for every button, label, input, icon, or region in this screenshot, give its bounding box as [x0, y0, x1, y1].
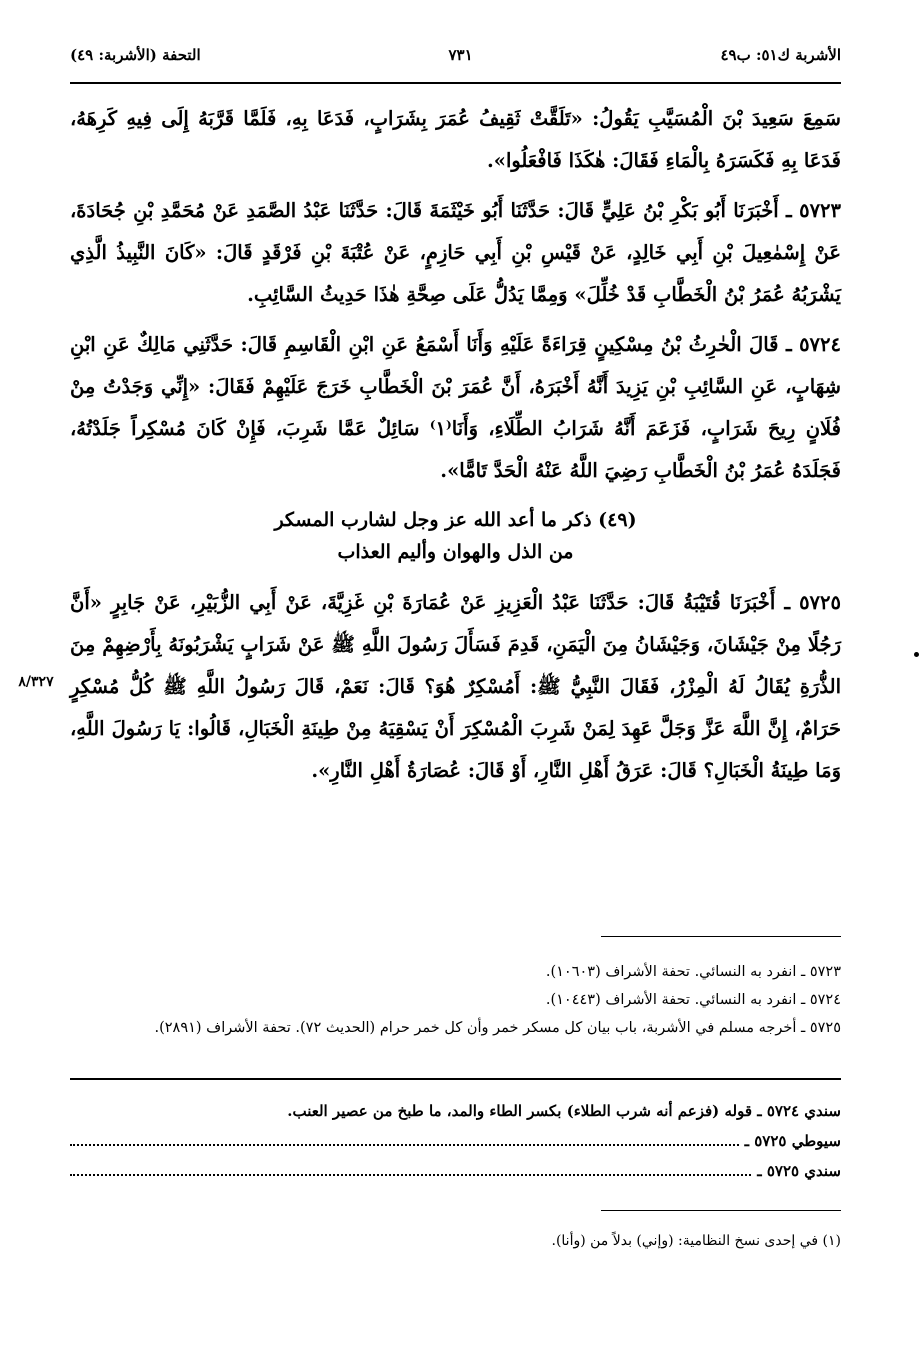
takhrij-notes: [70, 958, 841, 1042]
hadith-text: أَخْبَرَنَا أَبُو بَكْرِ بْنُ عَلِيٍّ قَالَ: حَدَّثَنَا أَبُو خَيْثَمَةَ قَالَ: حَدَّثَنَا عَبْدُ الصَّمَدِ عَنْ مُحَمَّدِ بْنِ جُحَادَةَ، عَنْ إِسْمٰعِيلَ بْنِ أَبِي خَالِدٍ، عَنْ قَيْسِ بْنِ أَبِي حَازِمٍ، عَنْ عُتْبَةَ بْنِ فَرْقَدٍ قَالَ: «كَانَ النَّبِيذُ الَّذِي يَشْرَبُهُ عُمَرُ بْنُ الْخَطَّابِ قَدْ خُلِّلَ» وَمِمَّا يَدُلُّ عَلَى صِحَّةِ هٰذَا حَدِيثُ السَّائِبِ.: [70, 199, 841, 306]
chapter-heading-line2: من الذل والهوان وأليم العذاب: [337, 541, 574, 563]
commentary-label: سندي ٥٧٢٥ ـ: [757, 1162, 841, 1180]
hadith-5723: [70, 190, 841, 316]
commentary-suyuti-5725: [70, 1126, 841, 1156]
margin-reference: ٨/٣٢٧: [18, 674, 54, 690]
commentary-separator: [70, 1078, 841, 1080]
note-5723: ٥٧٢٣ ـ انفرد به النسائي. تحفة الأشراف (١٠٦٠٣).: [545, 964, 841, 980]
footnote-separator: [601, 1210, 841, 1211]
chapter-heading: [70, 504, 841, 568]
page-number: ٧٣١: [448, 46, 473, 64]
note-5724: ٥٧٢٤ ـ انفرد به النسائي. تحفة الأشراف (١٠٤٤٣).: [545, 992, 841, 1008]
chapter-heading-line1: (٤٩) ذكر ما أعد الله عز وجل لشارب المسكر: [274, 509, 637, 531]
dotted-leader: [70, 1144, 739, 1146]
hadith-text: قَالَ الْحٰرِثُ بْنُ مِسْكِينٍ قِرَاءَةً عَلَيْهِ وَأَنَا أَسْمَعُ عَنِ ابْنِ الْقَاسِمِ قَالَ: حَدَّثَنِي مَالِكٌ عَنِ ابْنِ شِهَابٍ، عَنِ السَّائِبِ بْنِ يَزِيدَ أَنَّهُ أَخْبَرَهُ، أَنَّ عُمَرَ بْنَ الْخَطَّابِ خَرَجَ عَلَيْهِمْ فَقَالَ: «إِنِّي وَجَدْتُ مِنْ فُلَانٍ رِيحَ شَرَابٍ، فَزَعَمَ أَنَّهُ شَرَابُ الطِّلَاءِ، وَأَنَا⁽١⁾ سَائِلٌ عَمَّا شَرِبَ، فَإِنْ كَانَ مُسْكِراً جَلَدْتُهُ، فَجَلَدَهُ عُمَرُ بْنُ الْخَطَّابِ رَضِيَ اللَّهُ عَنْهُ الْحَدَّ تَامًّا».: [70, 333, 841, 482]
commentary: [70, 1096, 841, 1186]
hadith-number: ٥٧٢٤ ـ: [785, 333, 841, 356]
commentary-sindi-5724: سندي ٥٧٢٤ ـ قوله (فزعم أنه شرب الطلاء) بكسر الطاء والمد، ما طبخ من عصير العنب.: [287, 1102, 841, 1120]
footnote: (١) في إحدى نسخ النظامية: (وإني) بدلاً من (وأنا).: [551, 1233, 841, 1249]
dotted-leader: [70, 1174, 751, 1176]
hadith-5725: [70, 582, 841, 792]
notes-separator: [601, 936, 841, 937]
margin-mark: [914, 652, 919, 657]
hadith-5724: [70, 324, 841, 492]
hadith-number: ٥٧٢٥ ـ: [784, 591, 841, 614]
main-text: [70, 98, 841, 800]
header-tuhfa: التحفة (الأشربة: ٤٩): [70, 46, 201, 64]
commentary-sindi-5725: [70, 1156, 841, 1186]
commentary-label: سيوطي ٥٧٢٥ ـ: [744, 1132, 841, 1150]
header-chapter: الأشربة ك٥١: ب٤٩: [720, 46, 841, 64]
running-header: [70, 40, 841, 70]
header-rule: [70, 82, 841, 84]
paragraph-continuation: سَمِعَ سَعِيدَ بْنَ الْمُسَيَّبِ يَقُولُ: «تَلَقَّتْ ثَقِيفُ عُمَرَ بِشَرَابٍ، فَدَعَا بِهِ، فَلَمَّا قَرَّبَهُ إِلَى فِيهِ كَرِهَهُ، فَدَعَا بِهِ فَكَسَرَهُ بِالْمَاءِ فَقَالَ: هٰكَذَا فَافْعَلُوا».: [70, 107, 841, 172]
hadith-number: ٥٧٢٣ ـ: [786, 199, 841, 222]
hadith-text: أَخْبَرَنَا قُتَيْبَةُ قَالَ: حَدَّثَنَا عَبْدُ الْعَزِيزِ عَنْ عُمَارَةَ بْنِ غَزِيَّةَ، عَنْ أَبِي الزُّبَيْرِ، عَنْ جَابِرٍ «أَنَّ رَجُلًا مِنْ جَيْشَانَ، وَجَيْشَانُ مِنَ الْيَمَنِ، قَدِمَ فَسَأَلَ رَسُولَ اللَّهِ ﷺ عَنْ شَرَابٍ يَشْرَبُونَهُ بِأَرْضِهِمْ مِنَ الذُّرَةِ يُقَالُ لَهُ الْمِزْرُ، فَقَالَ النَّبِيُّ ﷺ: أَمُسْكِرٌ هُوَ؟ قَالَ: نَعَمْ، قَالَ رَسُولُ اللَّهِ ﷺ كُلُّ مُسْكِرٍ حَرَامٌ، إِنَّ اللَّهَ عَزَّ وَجَلَّ عَهِدَ لِمَنْ شَرِبَ الْمُسْكِرَ أَنْ يَسْقِيَهُ مِنْ طِينَةِ الْخَبَالِ، قَالُوا: يَا رَسُولَ اللَّهِ، وَمَا طِينَةُ الْخَبَالِ؟ قَالَ: عَرَقُ أَهْلِ النَّارِ، أَوْ قَالَ: عُصَارَةُ أَهْلِ النَّارِ».: [70, 591, 841, 782]
note-5725: ٥٧٢٥ ـ أخرجه مسلم في الأشربة، باب بيان كل مسكر خمر وأن كل خمر حرام (الحديث ٧٢). تحفة الأشراف (٢٨٩١).: [154, 1020, 841, 1036]
